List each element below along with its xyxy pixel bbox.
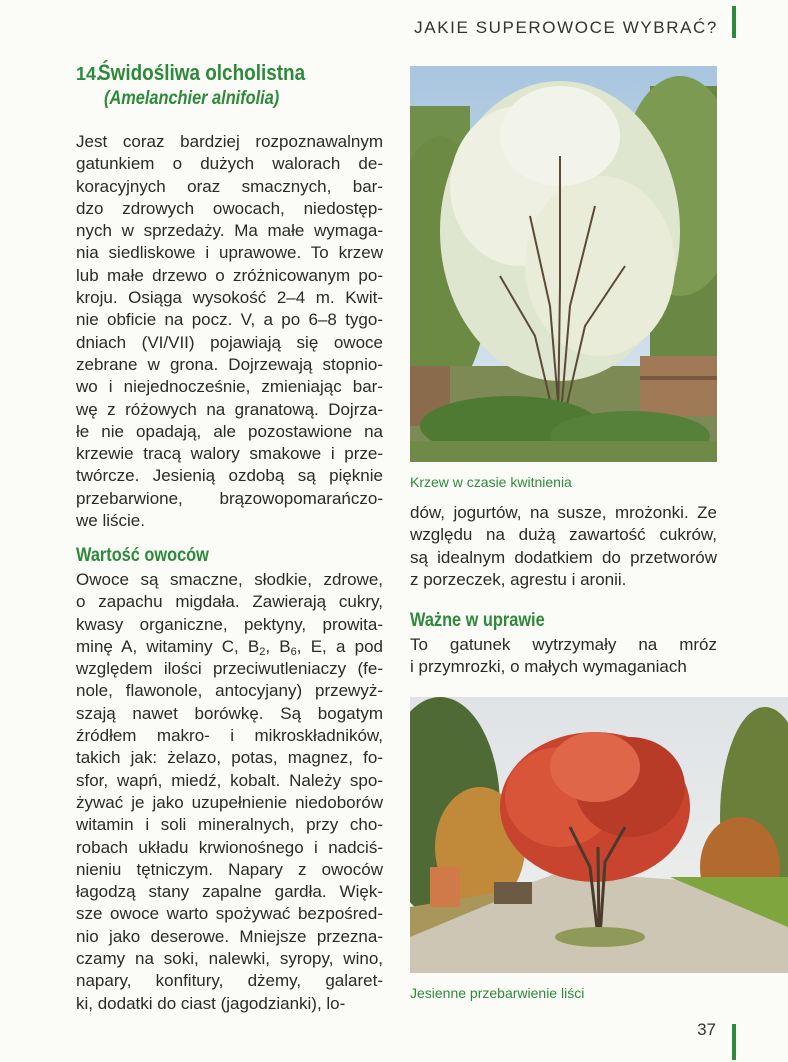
page-number: 37 — [697, 1020, 716, 1039]
text-line: lub małe drzewo o zróżnicowanym po- — [76, 265, 383, 285]
flowering-shrub-photo — [410, 66, 717, 462]
section-latin-name: (Amelanchier alnifolia) — [104, 88, 280, 109]
text-line: Jest coraz bardziej rozpoznawalnym — [76, 132, 383, 151]
text-line: dniach (VI/VII) pojawiają się owoce — [76, 332, 383, 352]
text-line: krzewie tracą walory smakowe i prze- — [76, 444, 383, 464]
cultivation-paragraph — [410, 634, 717, 679]
text-line: sfor, wapń, miedź, kobalt. Należy spo- — [76, 770, 383, 790]
page-accent-bar — [732, 1024, 736, 1060]
text-line: dów, jogurtów, na susze, mrożonki. Ze — [410, 503, 717, 522]
text-line: witamin i soli mineralnych, przy cho- — [76, 815, 383, 835]
text-line: twórcze. Jesienią ozdobą są pięknie — [76, 466, 383, 486]
text-line: napary, konfitury, dżemy, galaret- — [76, 971, 383, 991]
text-line: dzo zdrowych owocach, niedostęp- — [76, 198, 383, 218]
text-line: nieniu tętniczym. Napary z owoców — [76, 859, 383, 879]
text-line: zebrane w grona. Dojrzewają stopnio- — [76, 354, 383, 374]
text-line: takich jak: żelazo, potas, magnez, fo- — [76, 748, 383, 768]
text-line: wę z różowych na granatową. Dojrza- — [76, 399, 383, 419]
fruit-value-paragraph — [76, 569, 383, 1015]
text-line: sze owoce warto spożywać bezpośred- — [76, 904, 383, 924]
text-line: Owoce są smaczne, słodkie, zdrowe, — [76, 570, 383, 589]
text-line: kroju. Osiąga wysokość 2–4 m. Kwit- — [76, 288, 383, 308]
autumn-tree-photo — [410, 697, 788, 973]
text-line: przebarwione, brązowopomarańczo- — [76, 488, 383, 508]
text-line: kwasy organiczne, pektyny, prowita- — [76, 614, 383, 634]
text-line: To gatunek wytrzymały na mróz — [410, 635, 717, 654]
text-line: żywać je jako uzupełnienie niedoborów — [76, 792, 383, 812]
text-line: źródłem makro- i mikroskładników, — [76, 726, 383, 746]
running-header: JAKIE SUPEROWOCE WYBRAĆ? — [414, 18, 718, 37]
text-line: z porzeczek, agrestu i aronii. — [410, 569, 627, 589]
header-accent-bar — [732, 6, 736, 38]
section-number: 14. — [76, 64, 102, 84]
text-line: i przymrozki, o małych wymaganiach — [410, 657, 687, 677]
intro-paragraph — [76, 131, 383, 532]
text-line: łe nie opadają, ale pozostawione na — [76, 421, 383, 441]
text-line: o zapachu migdała. Zawierają cukry, — [76, 592, 383, 612]
cultivation-heading: Ważne w uprawie — [410, 610, 545, 631]
section-title: Świdośliwa olcholistna — [98, 60, 306, 85]
text-line: we liście. — [76, 511, 145, 531]
fruit-value-heading: Wartość owoców — [76, 545, 209, 566]
text-line: nych w sprzedaży. Ma małe wymaga- — [76, 221, 383, 241]
text-line: czamy na soki, nalewki, syropy, wino, — [76, 949, 383, 969]
text-line: gatunkiem o dużych walorach de- — [76, 154, 383, 174]
fruit-value-continuation — [410, 502, 717, 591]
photo2-caption: Jesienne przebarwienie liści — [410, 985, 585, 1001]
text-line: nole, flawonole, antocyjany) przewyż- — [76, 681, 383, 701]
text-line: koracyjnych oraz smacznych, bar- — [76, 176, 383, 196]
text-line: nie obficie na pocz. V, a po 6–8 tygo- — [76, 310, 383, 330]
text-line: względu na dużą zawartość cukrów, — [410, 525, 717, 545]
text-line: robach układu krwionośnego i nadciś- — [76, 837, 383, 857]
text-line: względem ilości przeciwutleniaczy (fe- — [76, 659, 383, 679]
text-line: nio jako deserowe. Mniejsze przezna- — [76, 926, 383, 946]
text-line: wo i niejednocześnie, zmieniając bar- — [76, 377, 383, 397]
text-line: minę A, witaminy C, $B_2$, $B_6$, E, a pod — [76, 636, 383, 658]
text-line: nia siedliskowe i uprawowe. To krzew — [76, 243, 383, 263]
photo1-caption: Krzew w czasie kwitnienia — [410, 474, 572, 490]
text-line: szają nawet borówkę. Są bogatym — [76, 703, 383, 723]
text-line: ki, dodatki do ciast (jagodzianki), lo- — [76, 993, 346, 1013]
text-line: łagodzą stany zapalne gardła. Więk- — [76, 882, 383, 902]
text-line: są idealnym dodatkiem do przetworów — [410, 547, 717, 567]
